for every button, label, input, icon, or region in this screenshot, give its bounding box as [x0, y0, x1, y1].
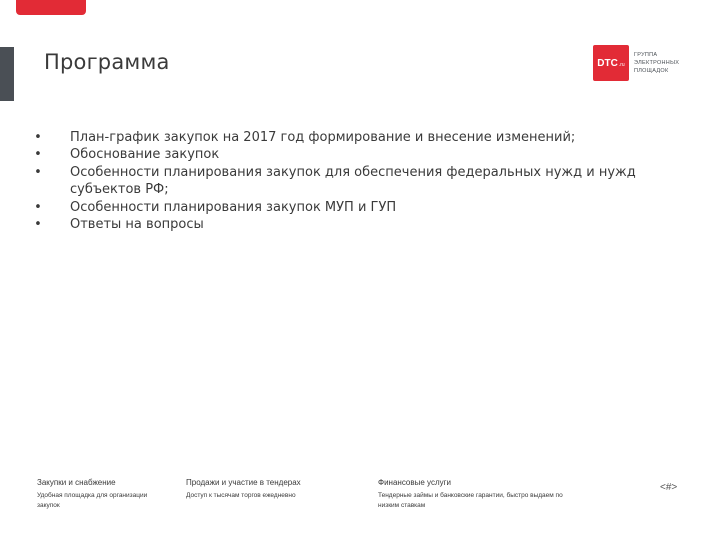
bullet-icon: • [34, 164, 42, 180]
logo-line-2: ЭЛЕКТРОННЫХ [634, 60, 680, 66]
footer-description: Доступ к тысячам торгов ежедневно [186, 492, 296, 499]
list-item-text: План-график закупок на 2017 год формирование и внесение изменений; [70, 130, 576, 145]
bullet-icon: • [34, 147, 42, 163]
list-item [34, 199, 674, 216]
list-item [34, 129, 674, 146]
logo-line-1: ГРУППА [634, 52, 658, 58]
top-accent-tab [16, 0, 86, 15]
list-item-text: Особенности планирования закупок МУП и ГУП [70, 199, 397, 215]
list-item-text: Обоснование закупок [70, 147, 220, 163]
bullet-icon: • [34, 199, 42, 215]
dtc-logo [593, 45, 679, 81]
footer-sales [186, 477, 356, 501]
footer-heading: Закупки и снабжение [37, 478, 116, 487]
logo-caption [634, 51, 679, 75]
logo-mark-text: DTC [597, 57, 618, 69]
list-item [34, 216, 674, 233]
logo-mark-suffix: .ru [618, 61, 625, 68]
footer-finance [378, 477, 568, 511]
list-item-text: Ответы на вопросы [70, 217, 204, 233]
dtc-logo-mark [593, 45, 629, 81]
program-list [34, 129, 674, 233]
list-item-text: Особенности планирования закупок для обеспечения федеральных нужд и нужд субъектов РФ; [70, 164, 636, 198]
footer-heading: Финансовые услуги [378, 478, 452, 487]
bullet-icon: • [34, 130, 42, 145]
bullet-icon: • [34, 217, 42, 233]
page-number: <#> [660, 482, 678, 493]
list-item [34, 164, 674, 199]
list-item [34, 146, 674, 163]
logo-line-3: ПЛОЩАДОК [634, 68, 669, 74]
title-side-bar [0, 47, 14, 101]
footer-description: Удобная площадка для организации закупок [37, 492, 148, 509]
footer-procurement [37, 477, 157, 511]
slide-title: Программа [44, 50, 170, 74]
footer-heading: Продажи и участие в тендерах [186, 478, 301, 487]
footer-description: Тендерные займы и банковские гарантии, быстро выдаем по низким ставкам [378, 492, 563, 509]
